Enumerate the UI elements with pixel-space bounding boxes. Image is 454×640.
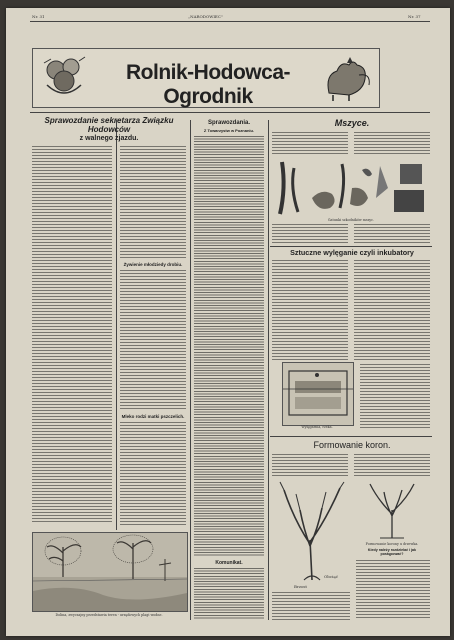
aphids-title: Mszyce.: [334, 118, 370, 128]
section-rule: [270, 246, 432, 247]
report-text-col1: [32, 146, 112, 524]
incubator-figure: [282, 362, 354, 426]
masthead: [32, 48, 380, 108]
aphids-caption: Gatunki szkodników mszyc.: [327, 218, 375, 222]
section-rule: [270, 436, 432, 437]
photo-caption: Dolina, zwyczajny przedstawia teren - urzędowych plagi wodne.: [55, 613, 163, 617]
incubator-text-col2: [354, 260, 430, 360]
pruning-subtitle: Kiedy należy rozdzielać i jak postępować?: [367, 548, 417, 556]
young-tree-drawing: [356, 480, 428, 540]
incubator-caption: Wylęgarnia, rzeka.: [301, 425, 333, 429]
feed-text: [120, 270, 186, 410]
aphids-figure: [272, 158, 430, 216]
reports-title: Sprawozdania.: [207, 120, 250, 126]
column-divider: [268, 120, 269, 620]
pruning-text-col3: [356, 560, 430, 620]
tree-figure-right: [356, 480, 428, 540]
announce-heading: Komunikat.: [215, 560, 243, 566]
incubator-text-col1: [272, 260, 348, 360]
landscape-photo: [32, 532, 188, 612]
pruning-text-col4: [272, 592, 350, 620]
aphids-text-col1: [272, 132, 348, 156]
header-rule: [30, 21, 430, 22]
report-subtitle: z walnego zjazdu.: [79, 135, 139, 142]
flowers-basket-icon: [39, 55, 89, 101]
pruned-tree-drawing: [274, 480, 350, 584]
rooster-icon: [319, 55, 373, 101]
pruning-title: Formowanie koron.: [313, 440, 391, 450]
report-text-col2: [120, 146, 186, 258]
paper-name: „NARODOWIEC": [188, 14, 223, 19]
masthead-title: Rolnik-Hodowca-Ogrodnik: [126, 61, 290, 108]
page-number-left: Nr. 31: [32, 14, 45, 19]
reports-subtitle: Z Towarzystw w Poznaniu.: [203, 128, 255, 133]
aphids-text-col3: [272, 224, 348, 244]
column-divider: [190, 120, 191, 620]
newspaper-page: [6, 8, 450, 636]
bees-heading: Mleko rodzi matki pszczelich.: [121, 414, 185, 419]
masthead-rule: [30, 112, 430, 113]
page-number-right: Nr. 37: [408, 14, 421, 19]
landscape-illustration: [33, 533, 187, 611]
feed-heading: Żywienie młodziedy drobiu.: [123, 262, 183, 267]
aphids-text-col4: [354, 224, 430, 244]
incubator-text-col3: [360, 364, 430, 430]
tree-label-left: Brzost: [294, 584, 308, 589]
announce-text: [194, 568, 264, 620]
tree-label-right: Obciąć: [324, 574, 338, 579]
incubator-drawing: [283, 363, 353, 425]
reports-text: [194, 136, 264, 556]
aphids-text-col2: [354, 132, 430, 156]
tree-caption: Formowanie korony u drzewka.: [365, 542, 419, 546]
pruning-text-col1: [272, 454, 348, 476]
report-title: Sprawozdanie sekretarza Związku Hodowców: [44, 116, 174, 134]
bees-text: [120, 422, 186, 526]
pruning-text-col2: [354, 454, 430, 476]
tree-figure-left: [274, 480, 350, 584]
incubator-title: Sztuczne wylęganie czyli inkubatory: [290, 248, 414, 257]
column-divider: [116, 120, 117, 530]
aphids-drawing: [272, 158, 430, 216]
